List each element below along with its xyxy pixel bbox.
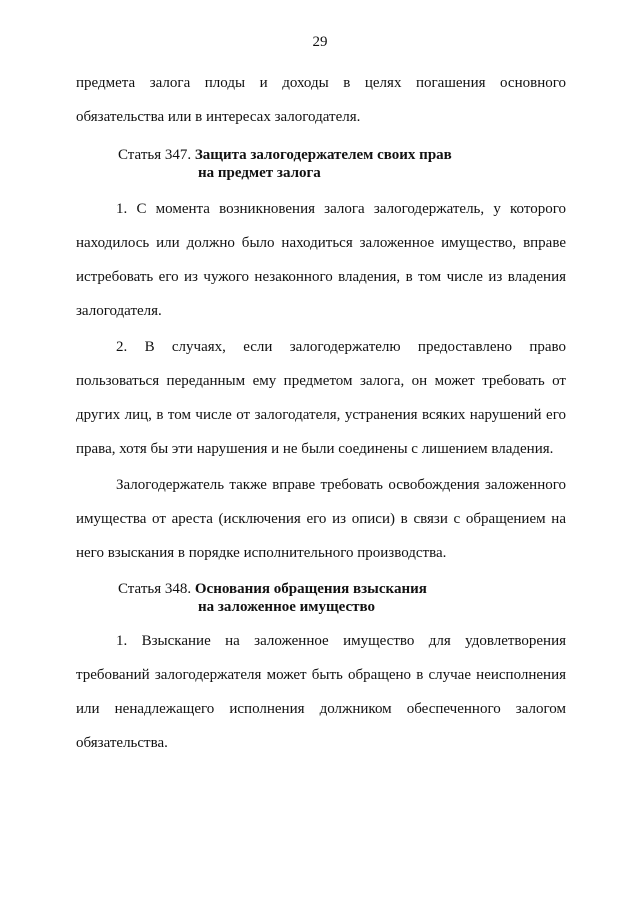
article-347-paragraph-1: 1. С момента возникновения залога залогодержатель, у которого находилось или должно было находиться заложенное имущество, вправе истребовать его из чужого незаконного владения, в том числе из владения залогодателя.	[76, 201, 566, 319]
article-347-paragraph-2-block	[76, 330, 566, 466]
article-347-heading	[118, 146, 558, 182]
article-347-paragraph-3: Залогодержатель также вправе требовать освобождения заложенного имущества от ареста (исключения его из описи) в связи с обращением на него взыскания в порядке исполнительного производства.	[76, 477, 566, 561]
intro-block	[76, 66, 566, 134]
article-348-title-cont: на заложенное имущество	[198, 599, 376, 615]
article-348-title: Основания обращения взыскания	[194, 581, 427, 597]
article-348-heading	[118, 580, 558, 616]
article-347-number: Статья 347.	[118, 147, 192, 163]
article-347-title-cont: на предмет залога	[198, 165, 321, 181]
article-347-paragraph-2: 2. В случаях, если залогодержателю предоставлено право пользоваться переданным ему предметом залога, он может требовать от других лиц, в том числе от залогодателя, устранения всяких нарушений его права, хотя бы эти нарушения и не были соединены с лишением владения.	[76, 339, 566, 457]
page-number: 29	[312, 34, 328, 50]
article-348-paragraph-1-block	[76, 624, 566, 760]
article-348-paragraph-1: 1. Взыскание на заложенное имущество для удовлетворения требований залогодержателя может быть обращено в случае неисполнения или ненадлежащего исполнения должником обеспеченного залогом обязательства.	[76, 633, 566, 751]
article-347-paragraph-3-block	[76, 468, 566, 570]
article-347-title: Защита залогодержателем своих прав	[194, 147, 452, 163]
article-347-paragraph-1-block	[76, 192, 566, 328]
intro-paragraph: предмета залога плоды и доходы в целях погашения основного обязательства или в интересах залогодателя.	[76, 75, 566, 125]
article-348-number: Статья 348.	[118, 581, 192, 597]
